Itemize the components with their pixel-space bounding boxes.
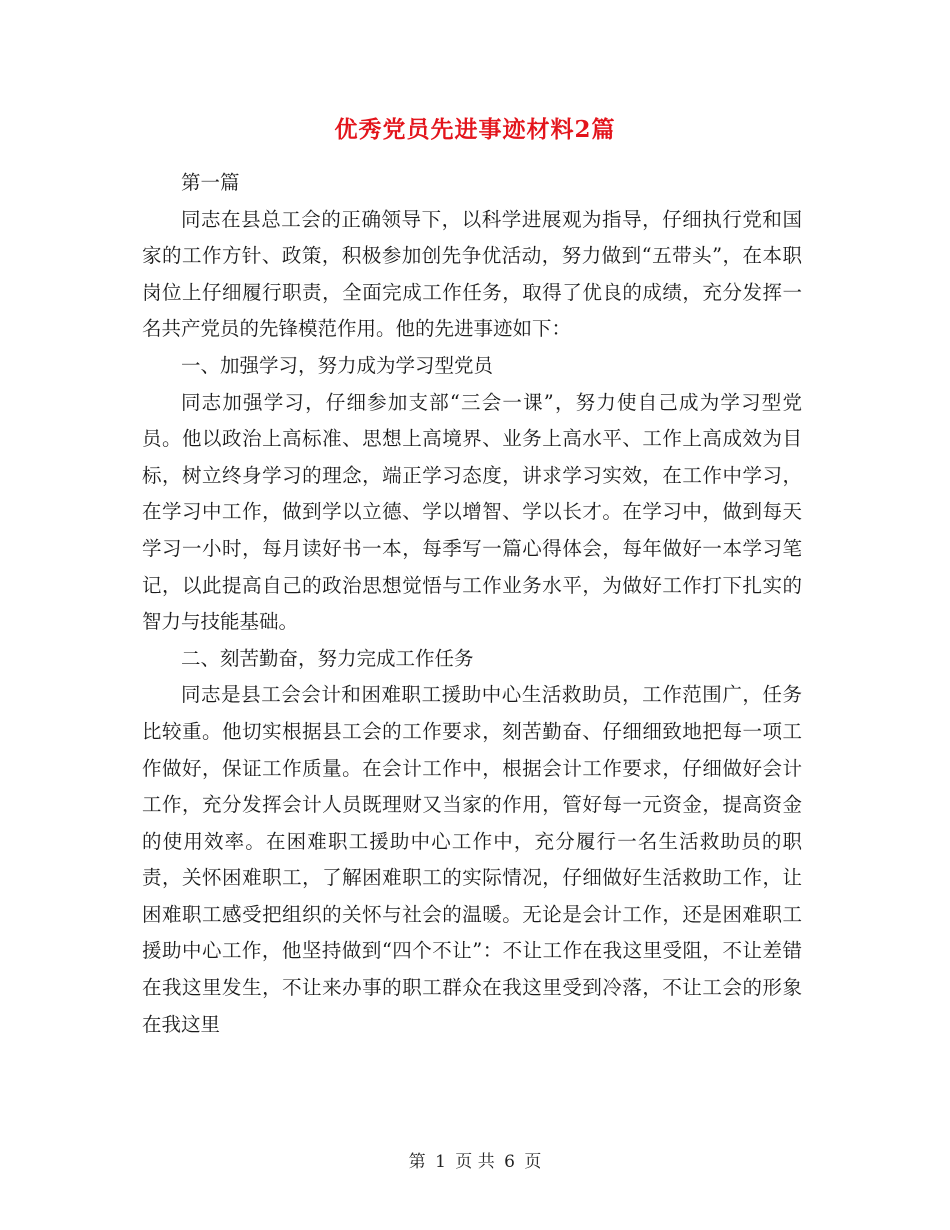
document-body (142, 165, 802, 1043)
footer-middle: 页 共 (455, 1152, 495, 1172)
paragraph-study: 同志加强学习，仔细参加支部“三会一课”，努力使自己成为学习型党员。他以政治上高标准、思想上高境界、业务上高水平、工作上高成效为目标，树立终身学习的理念，端正学习态度，讲求学习实效，在工作中学习，在学习中工作，做到学以立德、学以增智、学以长才。在学习中，做到每天学习一小时，每月读好书一本，每季写一篇心得体会，每年做好一本学习笔记，以此提高自己的政治思想觉悟与工作业务水平，为做好工作打下扎实的智力与技能基础。 (142, 390, 802, 634)
paragraph-intro: 同志在县总工会的正确领导下，以科学进展观为指导，仔细执行党和国家的工作方针、政策，积极参加创先争优活动，努力做到“五带头”，在本职岗位上仔细履行职责，全面完成工作任务，取得了优良的成绩，充分发挥一名共产党员的先锋模范作用。他的先进事迹如下： (142, 207, 802, 341)
footer-prefix: 第 (408, 1152, 426, 1172)
page-footer (0, 1148, 950, 1176)
section-heading-study: 一、加强学习，努力成为学习型党员 (181, 353, 494, 377)
footer-page-total: 6 (504, 1152, 515, 1172)
document-title: 优秀党员先进事迹材料2篇 (334, 116, 616, 143)
footer-suffix: 页 (524, 1152, 542, 1172)
footer-page-current: 1 (435, 1152, 446, 1172)
section-heading-diligence: 二、刻苦勤奋，努力完成工作任务 (181, 646, 474, 670)
section-heading-first: 第一篇 (181, 171, 240, 194)
paragraph-diligence: 同志是县工会会计和困难职工援助中心生活救助员，工作范围广，任务比较重。他切实根据县工会的工作要求，刻苦勤奋、仔细细致地把每一项工作做好，保证工作质量。在会计工作中，根据会计工作要求，仔细做好会计工作，充分发挥会计人员既理财又当家的作用，管好每一元资金，提高资金的使用效率。在困难职工援助中心工作中，充分履行一名生活救助员的职责，关怀困难职工，了解困难职工的实际情况，仔细做好生活救助工作，让困难职工感受把组织的关怀与社会的温暖。无论是会计工作，还是困难职工援助中心工作，他坚持做到“四个不让”：不让工作在我这里受阻，不让差错在我这里发生，不让来办事的职工群众在我这里受到冷落，不让工会的形象在我这里 (142, 683, 802, 1036)
